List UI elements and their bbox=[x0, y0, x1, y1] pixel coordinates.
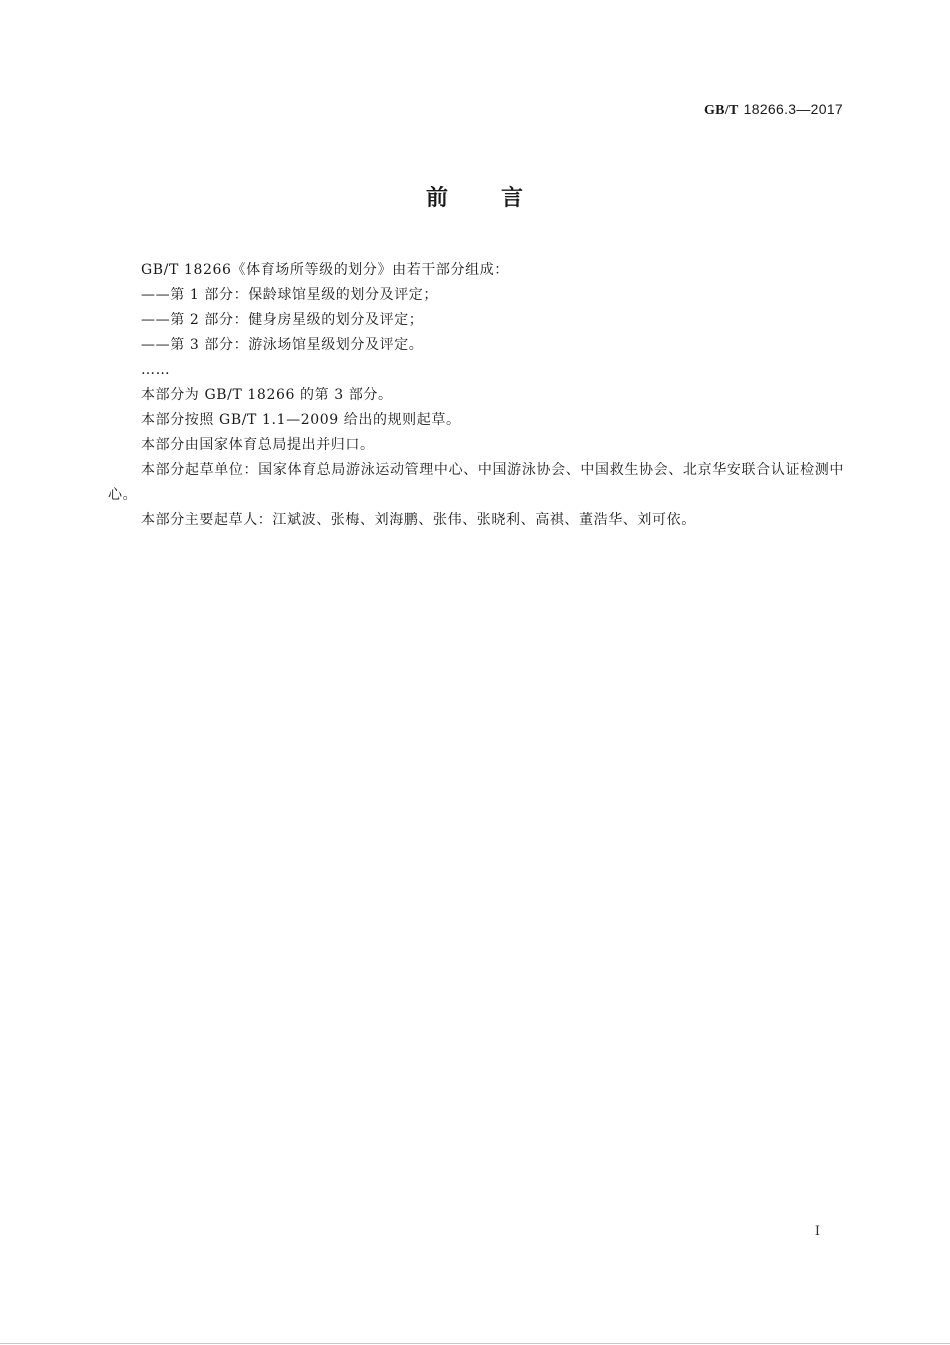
standard-prefix: GB/T bbox=[703, 103, 739, 118]
page-number: I bbox=[814, 1224, 820, 1239]
list-item-part-3: ——第 3 部分：游泳场馆星级划分及评定。 bbox=[141, 337, 424, 353]
foreword-body bbox=[108, 258, 844, 533]
list-item-part-2: ——第 2 部分：健身房星级的划分及评定； bbox=[141, 312, 424, 328]
list-ellipsis: …… bbox=[141, 362, 171, 378]
list-item-part-1: ——第 1 部分：保龄球馆星级的划分及评定； bbox=[141, 287, 439, 303]
standard-number-header bbox=[704, 101, 843, 119]
title-char-2: 言 bbox=[501, 186, 525, 211]
paragraph-drafters: 本部分主要起草人：江斌波、张梅、刘海鹏、张伟、张晓利、高祺、董浩华、刘可依。 bbox=[141, 512, 696, 528]
paragraph-intro: GB/T 18266《体育场所等级的划分》由若干部分组成： bbox=[141, 262, 509, 278]
standard-code: 18266.3—2017 bbox=[743, 101, 843, 117]
title-char-1: 前 bbox=[425, 186, 449, 211]
paragraph-drafting-rules: 本部分按照 GB/T 1.1—2009 给出的规则起草。 bbox=[141, 412, 461, 428]
page-title bbox=[0, 181, 950, 212]
paragraph-drafting-units: 本部分起草单位：国家体育总局游泳运动管理中心、中国游泳协会、中国救生协会、北京华安联合认证检测中心。 bbox=[108, 462, 844, 503]
paragraph-proposed-by: 本部分由国家体育总局提出并归口。 bbox=[141, 437, 375, 453]
paragraph-part-statement: 本部分为 GB/T 18266 的第 3 部分。 bbox=[141, 387, 393, 403]
bottom-divider bbox=[0, 1343, 950, 1344]
